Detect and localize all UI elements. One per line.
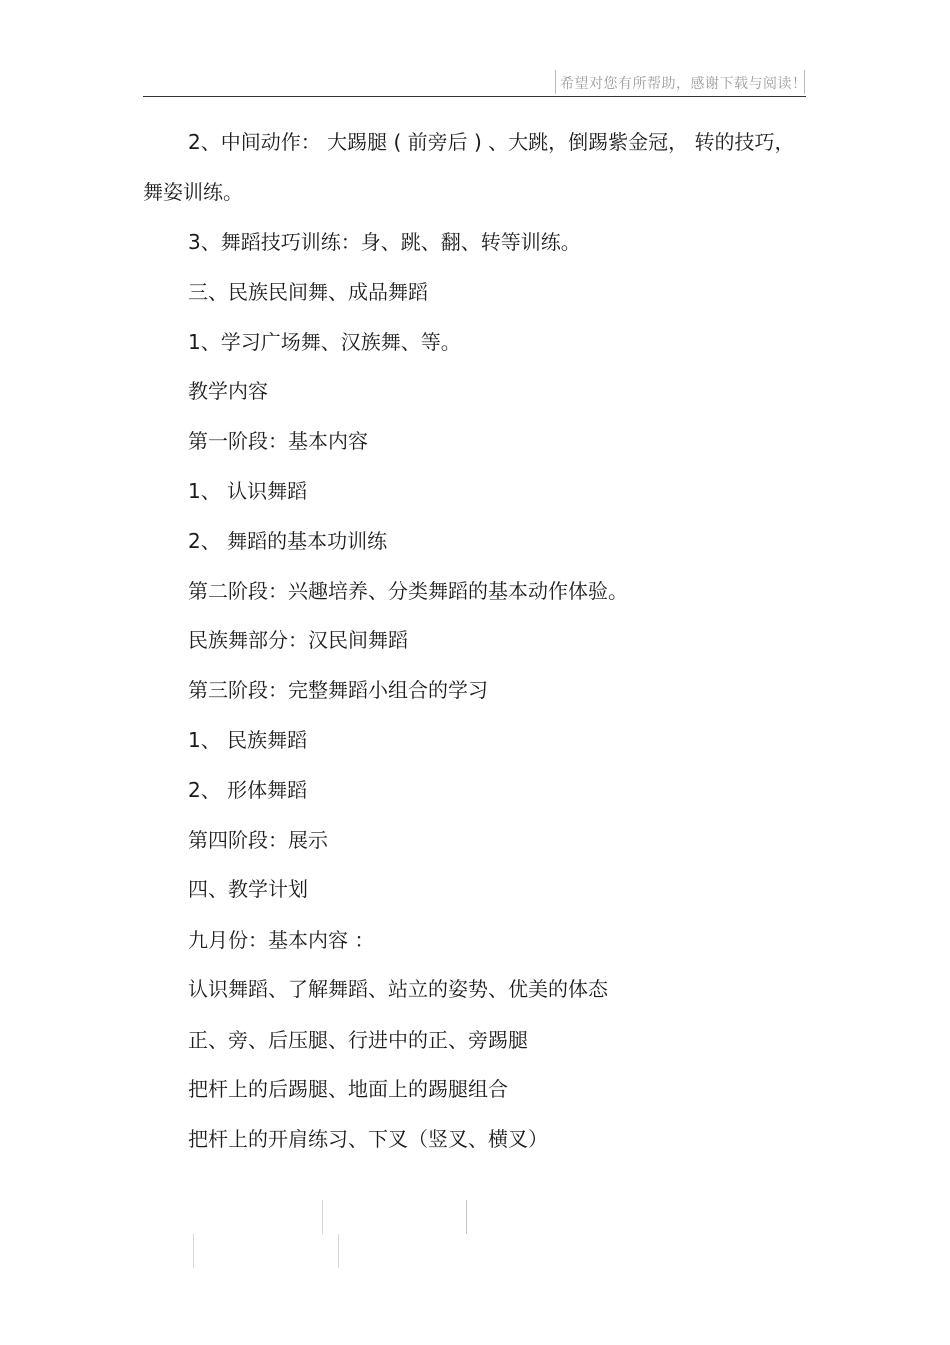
text-line: 2、中间动作： 大踢腿 ( 前旁后 ) 、大跳，倒踢紫金冠， 转的技巧， (188, 130, 795, 154)
text-line: 1、学习广场舞、汉族舞、等。 (188, 330, 461, 354)
text-line: 正、旁、后压腿、行进中的正、旁踢腿 (188, 1028, 528, 1052)
text-line: 舞姿训练。 (143, 180, 243, 204)
text-line: 1、 认识舞蹈 (188, 479, 308, 503)
text-line: 第四阶段：展示 (188, 828, 328, 852)
header-rule (143, 96, 806, 97)
faint-divider (466, 1200, 467, 1234)
faint-divider (193, 1234, 194, 1268)
text-line: 2、 舞蹈的基本功训练 (188, 529, 388, 553)
text-line: 第三阶段：完整舞蹈小组合的学习 (188, 678, 488, 702)
section-heading: 三、民族民间舞、成品舞蹈 (188, 280, 428, 304)
text-line: 2、 形体舞蹈 (188, 778, 308, 802)
text-line: 民族舞部分：汉民间舞蹈 (188, 628, 408, 652)
text-line: 教学内容 (188, 379, 268, 403)
section-heading: 四、教学计划 (188, 877, 308, 901)
header-note: 希望对您有所帮助，感谢下载与阅读！ (560, 76, 807, 92)
text-line: 1、 民族舞蹈 (188, 728, 308, 752)
text-line: 3、舞蹈技巧训练：身、跳、翻、转等训练。 (188, 230, 581, 254)
text-line: 九月份：基本内容 ： (188, 928, 375, 952)
faint-divider (322, 1200, 323, 1234)
faint-divider (338, 1234, 339, 1268)
text-line: 第二阶段：兴趣培养、分类舞蹈的基本动作体验。 (188, 579, 628, 603)
text-line: 认识舞蹈、了解舞蹈、站立的姿势、优美的体态 (188, 977, 608, 1001)
text-line: 把杆上的后踢腿、地面上的踢腿组合 (188, 1077, 508, 1101)
text-line: 第一阶段：基本内容 (188, 429, 368, 453)
text-line: 把杆上的开肩练习、下叉（竖叉、横叉） (188, 1127, 548, 1151)
